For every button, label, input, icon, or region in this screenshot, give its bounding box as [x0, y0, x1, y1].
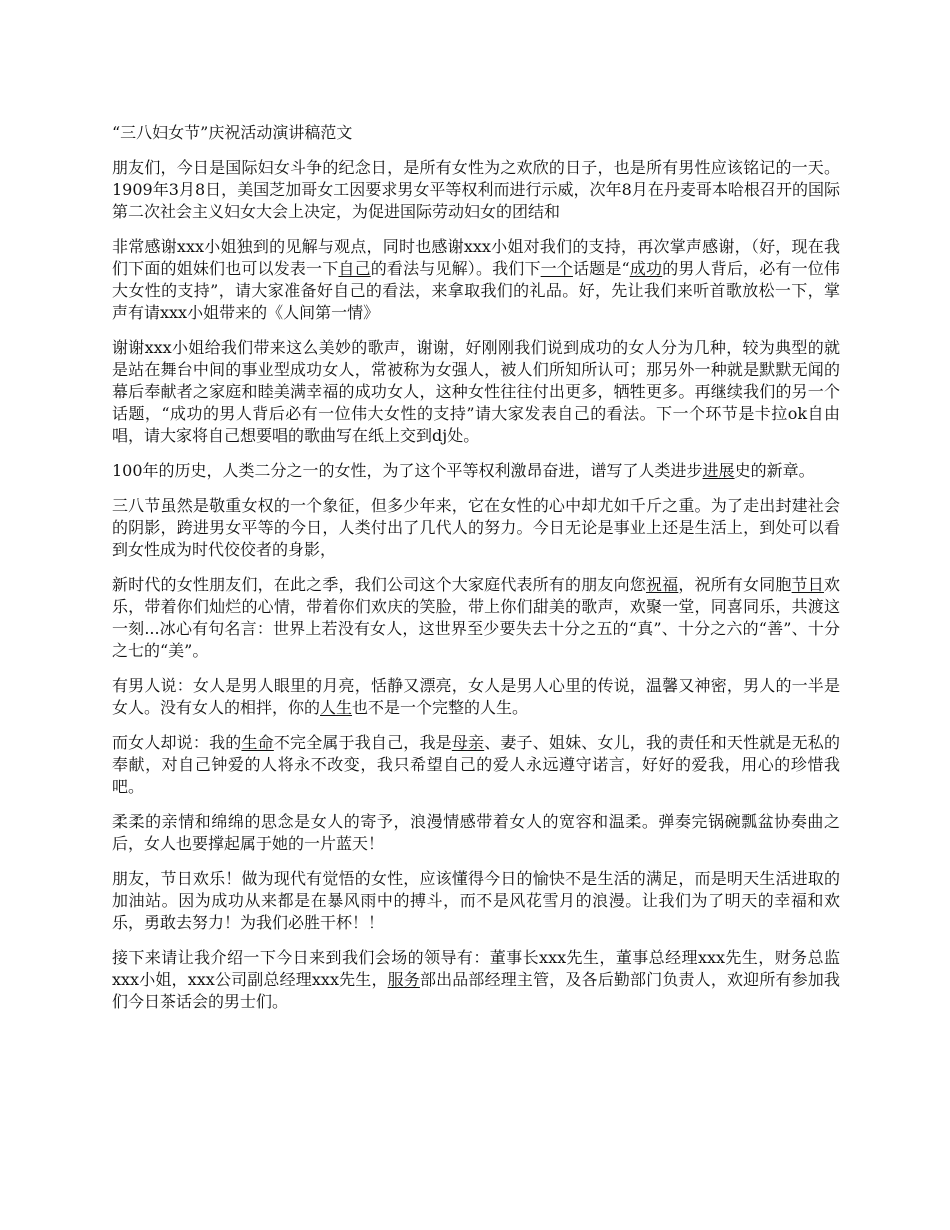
paragraph-text: 有男人说：女人是男人眼里的月亮，恬静又漂亮，女人是男人心里的传说，温馨又神密，男人的一半是女人。没有女人的相拌，你的 [112, 676, 840, 717]
paragraph-text: 柔柔的亲情和绵绵的思念是女人的寄予，浪漫情感带着女人的宽容和温柔。弹奏完锅碗瓢盆协奏曲之后，女人也要撑起属于她的一片蓝天！ [112, 812, 840, 853]
paragraph-text: 的男人背后，必有一位伟大女性的支持”，请大家准备好自己的看法，来拿取我们的礼品。好，先让我们来听首歌放松一下，掌声有请xxx小姐带来的《人间第一情》 [112, 259, 840, 322]
inline-link[interactable]: 一个 [540, 259, 573, 278]
inline-link[interactable]: 进展 [702, 461, 735, 480]
paragraph-text: 欢乐，带着你们灿烂的心情，带着你们欢庆的笑脸，带上你们甜美的歌声，欢聚一堂，同喜同乐，共渡这一刻...冰心有句名言：世界上若没有女人，这世界至少要失去十分之五的“真”、十分之六的“善”、十分之七的“美”。 [112, 575, 840, 660]
inline-link[interactable]: 生命 [241, 733, 274, 752]
paragraph-text: 三八节虽然是敬重女权的一个象征，但多少年来，它在女性的心中却尤如千斤之重。为了走出封建社会的阴影，跨进男女平等的今日，人类付出了几代人的努力。今日无论是事业上还是生活上，到处可以看到女性成为时代佼佼者的身影， [112, 496, 840, 559]
paragraph [112, 460, 840, 482]
paragraph-text: 史的新章。 [734, 461, 815, 480]
paragraph-text: 也不是一个完整的人生。 [352, 698, 529, 717]
paragraph-text: ，祝所有女同胞 [678, 575, 792, 594]
paragraph-text: 新时代的女性朋友们，在此之季，我们公司这个大家庭代表所有的朋友向您 [112, 575, 646, 594]
paragraph [112, 868, 840, 934]
paragraph [112, 732, 840, 798]
inline-link[interactable]: 人生 [320, 698, 353, 717]
paragraph-text: 谢谢xxx小姐给我们带来这么美妙的歌声，谢谢，好刚刚我们说到成功的女人分为几种，较为典型的就是站在舞台中间的事业型成功女人，常被称为女强人，被人们所知所认可；那另外一种就是默默无闻的幕后奉献者之家庭和睦美满幸福的成功女人，这种女性往往付出更多，牺牲更多。再继续我们的另一个话题，“成功的男人背后必有一位伟大女性的支持”请大家发表自己的看法。下一个环节是卡拉ok自由唱，请大家将自己想要唱的歌曲写在纸上交到dj处。 [112, 338, 840, 445]
paragraph-text: 而女人却说：我的 [112, 733, 242, 752]
paragraph-text: 朋友们，今日是国际妇女斗争的纪念日，是所有女性为之欢欣的日子，也是所有男性应该铭记的一天。1909年3月8日，美国芝加哥女工因要求男女平等权利而进行示威，次年8月在丹麦哥本哈根召开的国际第二次社会主义妇女大会上决定，为促进国际劳动妇女的团结和 [112, 158, 840, 221]
paragraph [112, 675, 840, 719]
document-page [112, 122, 840, 1026]
paragraph-text: 的看法与见解）。我们下 [370, 259, 541, 278]
inline-link[interactable]: 祝福 [645, 575, 679, 594]
paragraph-text: 、妻子、姐妹、女儿，我的责任和天性就是无私的奉献，对自己钟爱的人将永不改变，我只希望自己的爱人永远遵守诺言，好好的爱我，用心的珍惜我吧。 [112, 733, 840, 796]
paragraph [112, 811, 840, 855]
paragraph [112, 574, 840, 662]
paragraph-text: 接下来请让我介绍一下今日来到我们会场的领导有：董事长xxx先生，董事总经理xxx先生，财务总监xxx小姐，xxx公司副总经理xxx先生， [112, 948, 840, 989]
paragraph [112, 337, 840, 447]
paragraph [112, 157, 840, 223]
inline-link[interactable]: 成功 [629, 259, 663, 278]
inline-link[interactable]: 自己 [338, 259, 371, 278]
paragraph-text: 朋友，节日欢乐！做为现代有觉悟的女性，应该懂得今日的愉快不是生活的满足，而是明天生活进取的加油站。因为成功从来都是在暴风雨中的搏斗，而不是风花雪月的浪漫。让我们为了明天的幸福和欢乐，勇敢去努力！为我们必胜干杯！！ [112, 869, 840, 932]
document-body [112, 157, 840, 1013]
paragraph [112, 947, 840, 1013]
paragraph-text: 不完全属于我自己，我是 [273, 733, 452, 752]
document-title: “三八妇女节”庆祝活动演讲稿范文 [112, 123, 353, 142]
paragraph [112, 236, 840, 324]
paragraph [112, 495, 840, 561]
paragraph-text: 100年的历史，人类二分之一的女性，为了这个平等权利激昂奋进，谱写了人类进步 [112, 461, 703, 480]
inline-link[interactable]: 母亲 [451, 733, 485, 752]
paragraph-text: 话题是“ [572, 259, 630, 278]
paragraph-text: 部出品部经理主管，及各后勤部门负责人，欢迎所有参加我们今日茶话会的男士们。 [112, 970, 840, 1011]
paragraph-text: 非常感谢xxx小姐独到的见解与观点，同时也感谢xxx小姐对我们的支持，再次掌声感谢，（好，现在我们下面的姐妹们也可以发表一下 [112, 237, 840, 278]
inline-link[interactable]: 节日 [791, 575, 824, 594]
inline-link[interactable]: 服务 [387, 970, 420, 989]
